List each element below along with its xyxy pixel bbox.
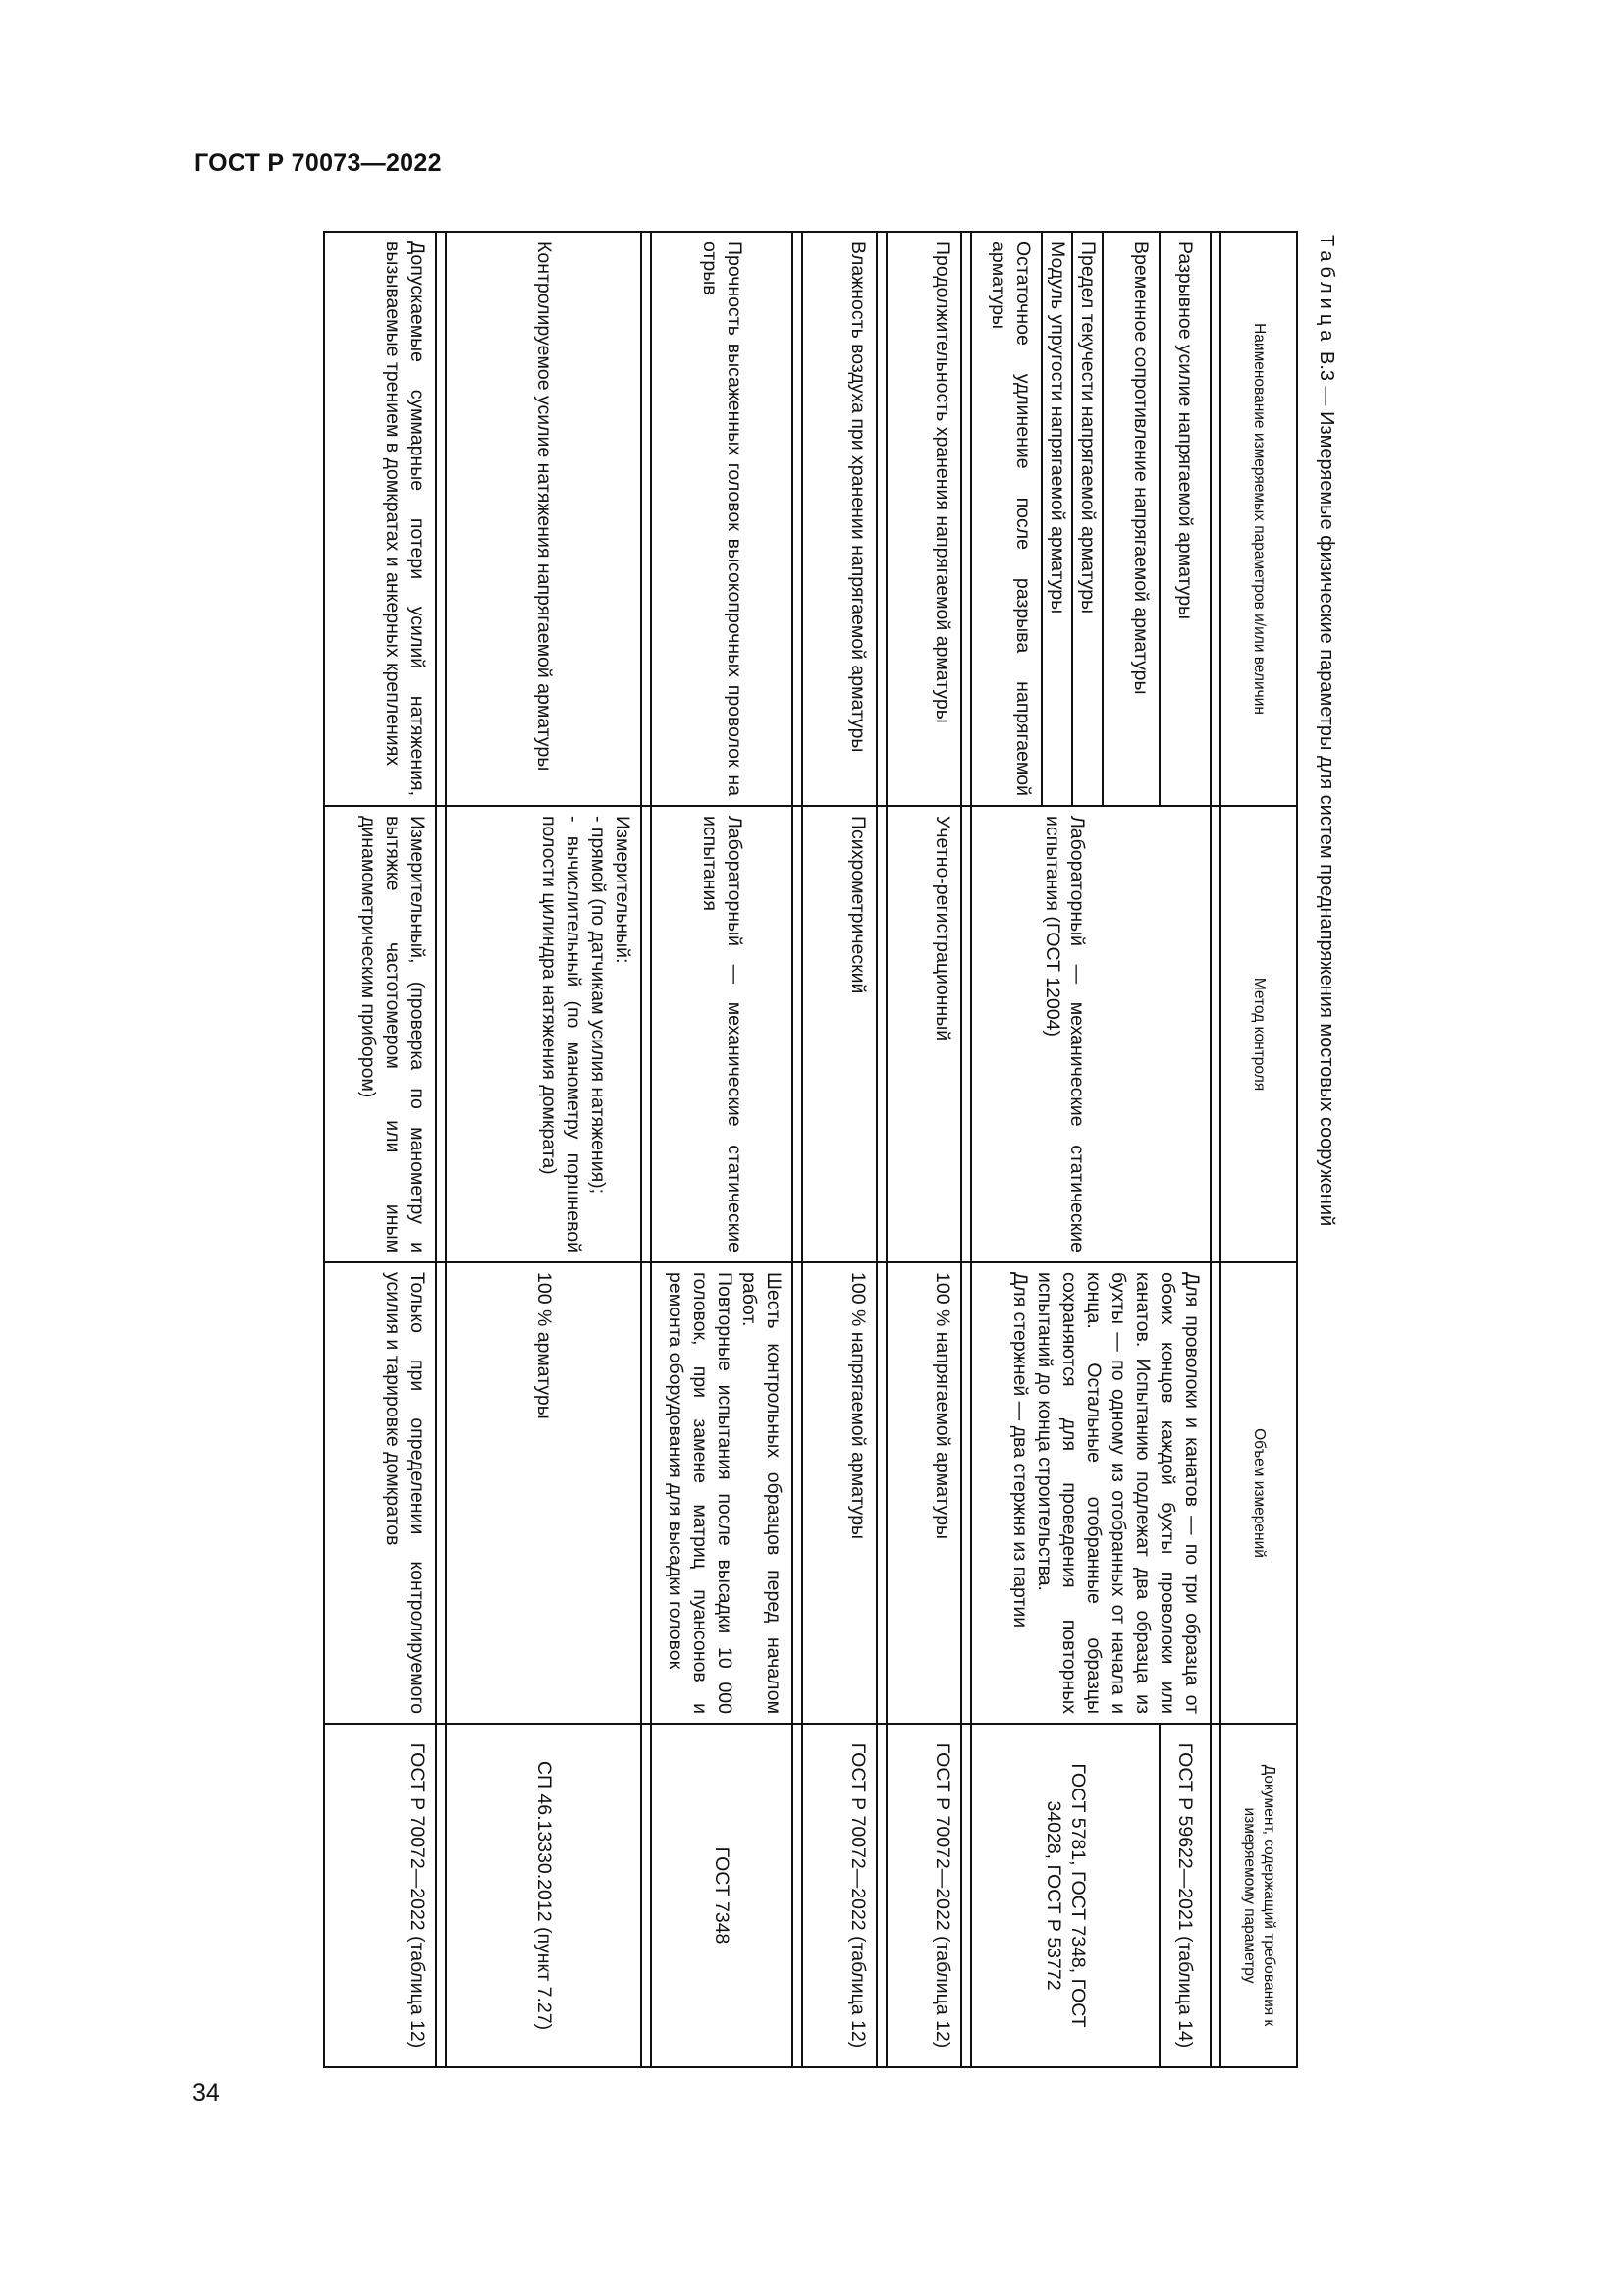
spacer-row bbox=[436, 232, 446, 2067]
method-text: Измерительный: bbox=[612, 816, 633, 964]
param-cell: Допускаемые суммарные потери усилий натяжения, вызываемые трением в домкратах и анкерных креплениях bbox=[324, 232, 436, 806]
table-header-row bbox=[1220, 232, 1297, 2067]
table-row bbox=[1160, 232, 1211, 2067]
document-cell: СП 46.13330.2012 (пункт 7.27) bbox=[446, 1724, 641, 2067]
rotated-table-container bbox=[236, 229, 1355, 2084]
document-cell: ГОСТ 7348 bbox=[651, 1724, 792, 2067]
param-cell: Продолжительность хранения напрягаемой арматуры bbox=[887, 232, 961, 806]
table-caption-prefix: Таблица bbox=[1316, 235, 1337, 347]
volume-cell: Только при определении контролируемого усилия и тарировке домкратов bbox=[324, 1262, 436, 1724]
method-text: - вычислительный (по манометру поршневой полости цилиндра натяжения домкрата) bbox=[538, 816, 584, 1253]
param-cell: Влажность воздуха при хранении напрягаемой арматуры bbox=[802, 232, 877, 806]
volume-text: Шесть контрольных образцов перед началом работ. bbox=[738, 1272, 785, 1714]
volume-cell bbox=[651, 1262, 792, 1724]
table-row bbox=[324, 232, 436, 2067]
volume-cell: 100 % напрягаемой арматуры bbox=[887, 1262, 961, 1724]
method-cell: Лабораторный — механические статические испытания bbox=[651, 806, 792, 1262]
document-cell: ГОСТ Р 59622—2021 (таблица 14) bbox=[1160, 1724, 1211, 2067]
document-cell: ГОСТ Р 70072—2022 (таблица 12) bbox=[887, 1724, 961, 2067]
table-row bbox=[446, 232, 641, 2067]
param-cell: Предел текучести напрягаемой арматуры bbox=[1072, 232, 1103, 806]
param-cell: Остаточное удлинение после разрыва напрягаемой арматуры bbox=[971, 232, 1042, 806]
table-caption bbox=[1298, 229, 1355, 2084]
volume-text: Повторные испытания после высадки 10 000 головок, при замене матриц пуансонов и ремонта оборудования для высадки головок bbox=[665, 1272, 735, 1714]
method-cell: Лабораторный — механические статические испытания (ГОСТ 12004) bbox=[971, 806, 1211, 1262]
document-header-title: ГОСТ Р 70073—2022 bbox=[194, 149, 442, 177]
column-header-param: Наименование измеряемых параметров и/или величин bbox=[1220, 232, 1297, 806]
volume-cell: 100 % напрягаемой арматуры bbox=[802, 1262, 877, 1724]
param-cell: Модуль упругости напрягаемой арматуры bbox=[1042, 232, 1072, 806]
document-cell: ГОСТ 5781, ГОСТ 7348, ГОСТ 34028, ГОСТ Р 53772 bbox=[971, 1724, 1160, 2067]
method-cell bbox=[446, 806, 641, 1262]
method-cell: Психрометрический bbox=[802, 806, 877, 1262]
table-row bbox=[802, 232, 877, 2067]
param-cell: Контролируемое усилие натяжения напрягаемой арматуры bbox=[446, 232, 641, 806]
volume-cell bbox=[971, 1262, 1211, 1724]
method-text: - прямой (по датчикам усилия натяжения); bbox=[587, 816, 609, 1195]
document-cell: ГОСТ Р 70072—2022 (таблица 12) bbox=[324, 1724, 436, 2067]
param-cell: Разрывное усилие напрягаемой арматуры bbox=[1160, 232, 1211, 806]
column-header-document: Документ, содержащий требования к измеряемому параметру bbox=[1220, 1724, 1297, 2067]
method-cell: Измерительный, (проверка по манометру и вытяжке частотомером или иным динамометрическим прибором) bbox=[324, 806, 436, 1262]
table-row bbox=[651, 232, 792, 2067]
parameters-table bbox=[323, 231, 1298, 2068]
table-row bbox=[887, 232, 961, 2067]
volume-text: Для проволоки и канатов — по три образца от обоих концов каждой бухты проволоки или канатов. Испытанию подлежат два образца из бухты — по одному из отобранных от начала и конца. Остальные отобранные образцы сохраняются для проведения повторных испытаний до конца строительства. bbox=[1034, 1272, 1203, 1714]
page-number: 34 bbox=[192, 2079, 220, 2107]
document-cell: ГОСТ Р 70072—2022 (таблица 12) bbox=[802, 1724, 877, 2067]
spacer-row bbox=[792, 232, 802, 2067]
volume-cell: 100 % арматуры bbox=[446, 1262, 641, 1724]
column-header-method: Метод контроля bbox=[1220, 806, 1297, 1262]
param-cell: Временное сопротивление напрягаемой арматуры bbox=[1103, 232, 1160, 806]
spacer-row bbox=[641, 232, 651, 2067]
method-cell: Учетно-регистрационный bbox=[887, 806, 961, 1262]
header-spacer-row bbox=[1211, 232, 1220, 2067]
table-caption-text: В.3 — Измеряемые физические параметры для систем преднапряжения мостовых сооружений bbox=[1316, 346, 1337, 1227]
column-header-volume: Объем измерений bbox=[1220, 1262, 1297, 1724]
volume-text: Для стержней — два стержня из партии bbox=[1009, 1272, 1031, 1629]
spacer-row bbox=[961, 232, 971, 2067]
spacer-row bbox=[877, 232, 887, 2067]
param-cell: Прочность высаженных головок высокопрочных проволок на отрыв bbox=[651, 232, 792, 806]
